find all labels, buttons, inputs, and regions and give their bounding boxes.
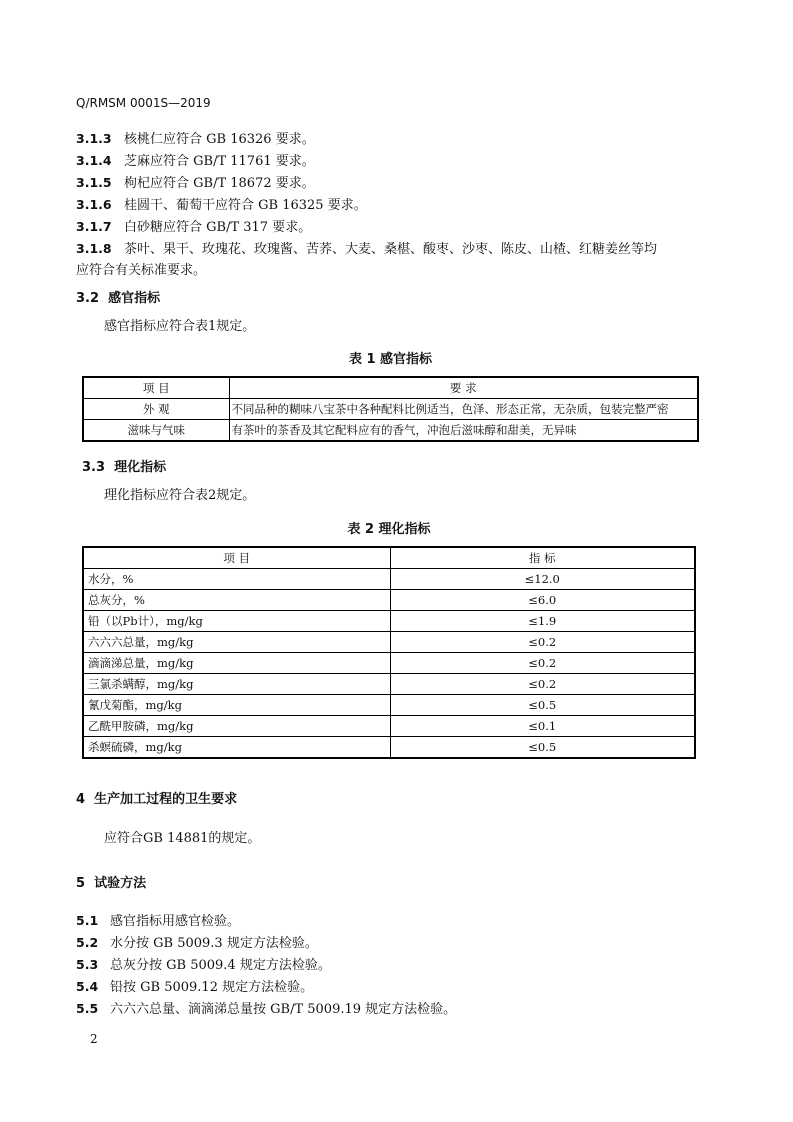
section-heading-3-3	[82, 456, 166, 475]
table-cell: ≤0.2	[390, 653, 695, 674]
table-row	[83, 695, 695, 716]
table-cell: 水分，%	[83, 569, 390, 590]
section-number: 3.2	[76, 291, 100, 306]
table-cell: ≤0.2	[390, 632, 695, 653]
clause-text: 芝麻应符合 GB/T 11761 要求。	[124, 154, 315, 169]
clause-number: 5.5	[76, 1001, 99, 1016]
clause-text: 白砂糖应符合 GB/T 317 要求。	[124, 220, 312, 235]
clause-item	[76, 954, 456, 976]
table-header-cell: 指 标	[390, 547, 695, 569]
table-cell: 氰戊菊酯，mg/kg	[83, 695, 390, 716]
section-paragraph: 应符合GB 14881的规定。	[104, 831, 261, 846]
clause-number: 3.1.8	[76, 241, 112, 256]
table-row	[83, 632, 695, 653]
clause-text: 核桃仁应符合 GB 16326 要求。	[124, 132, 315, 147]
clause-list-5	[76, 910, 456, 1020]
clause-number: 3.1.3	[76, 131, 112, 146]
clause-number: 3.1.7	[76, 219, 112, 234]
table-cell: 杀螟硫磷，mg/kg	[83, 737, 390, 759]
clause-text: 铅按 GB 5009.12 规定方法检验。	[110, 980, 314, 995]
clause-text: 桂圆干、葡萄干应符合 GB 16325 要求。	[124, 198, 367, 213]
document-code: Q/RMSM 0001S—2019	[76, 96, 211, 110]
clause-text: 六六六总量、滴滴涕总量按 GB/T 5009.19 规定方法检验。	[110, 1002, 457, 1017]
table-row	[83, 716, 695, 737]
clause-item	[76, 976, 456, 998]
clause-item	[76, 150, 657, 172]
section-title: 试验方法	[94, 876, 147, 891]
table-header-cell: 要 求	[229, 377, 698, 399]
table-row	[83, 737, 695, 759]
table-header-row	[83, 547, 695, 569]
clause-number: 3.1.5	[76, 175, 112, 190]
section-title: 感官指标	[108, 291, 161, 306]
table-cell: ≤12.0	[390, 569, 695, 590]
clause-continuation: 应符合有关标准要求。	[76, 263, 207, 278]
table-cell: 滴滴涕总量，mg/kg	[83, 653, 390, 674]
table2-caption: 表 2 理化指标	[347, 522, 431, 537]
section-title: 生产加工过程的卫生要求	[94, 792, 238, 807]
table-cell: 三氯杀螨醇，mg/kg	[83, 674, 390, 695]
clause-item	[76, 194, 657, 216]
section-paragraph: 感官指标应符合表1规定。	[104, 319, 256, 334]
section-number: 3.3	[82, 460, 106, 475]
table-header-row	[83, 377, 698, 399]
clause-text: 茶叶、果干、玫瑰花、玫瑰酱、苦荞、大麦、桑椹、酸枣、沙枣、陈皮、山楂、红糖姜丝等均	[124, 242, 658, 257]
section-paragraph: 理化指标应符合表2规定。	[104, 488, 256, 503]
table-header-cell: 项 目	[83, 377, 229, 399]
table-row	[83, 590, 695, 611]
clause-text: 水分按 GB 5009.3 规定方法检验。	[110, 936, 318, 951]
table-row	[83, 653, 695, 674]
table-cell: ≤0.5	[390, 737, 695, 759]
table1-caption: 表 1 感官指标	[348, 352, 433, 367]
clause-item	[76, 238, 657, 260]
clause-number: 5.4	[76, 979, 99, 994]
clause-item	[76, 932, 456, 954]
table-cell: ≤0.2	[390, 674, 695, 695]
clause-number: 5.1	[76, 913, 99, 928]
table-cell: 总灰分，%	[83, 590, 390, 611]
section-number: 4	[76, 792, 86, 807]
table-cell: 铅（以Pb计），mg/kg	[83, 611, 390, 632]
clause-item	[76, 128, 657, 150]
clause-item	[76, 910, 456, 932]
table-cell: 滋味与气味	[83, 420, 229, 442]
clause-item	[76, 172, 657, 194]
physicochemical-table	[82, 546, 696, 759]
table-cell: 乙酰甲胺磷，mg/kg	[83, 716, 390, 737]
clause-item	[76, 216, 657, 238]
table-cell: ≤1.9	[390, 611, 695, 632]
table-cell: 有茶叶的茶香及其它配料应有的香气，冲泡后滋味醇和甜美，无异味	[229, 420, 698, 442]
section-title: 理化指标	[114, 460, 167, 475]
table-cell: ≤0.5	[390, 695, 695, 716]
clause-item	[76, 998, 456, 1020]
table-cell: 不同品种的糊味八宝茶中各种配料比例适当，色泽、形态正常，无杂质，包装完整严密	[229, 399, 698, 420]
clause-number: 3.1.4	[76, 153, 112, 168]
table-header-cell: 项 目	[83, 547, 390, 569]
table-row	[83, 399, 698, 420]
table-cell: ≤0.1	[390, 716, 695, 737]
table-row	[83, 674, 695, 695]
page-number: 2	[90, 1032, 98, 1046]
table-cell: 六六六总量，mg/kg	[83, 632, 390, 653]
table-cell: ≤6.0	[390, 590, 695, 611]
clause-text: 总灰分按 GB 5009.4 规定方法检验。	[110, 958, 331, 973]
clause-number: 5.3	[76, 957, 99, 972]
clause-text: 感官指标用感官检验。	[110, 914, 241, 929]
table-row	[83, 569, 695, 590]
clause-list-3-1	[76, 128, 657, 281]
section-number: 5	[76, 876, 86, 891]
section-heading-3-2	[76, 287, 160, 306]
sensory-table	[82, 376, 699, 442]
clause-number: 5.2	[76, 935, 99, 950]
clause-text: 枸杞应符合 GB/T 18672 要求。	[124, 176, 315, 191]
table-row	[83, 420, 698, 442]
section-heading-5	[76, 872, 146, 891]
clause-number: 3.1.6	[76, 197, 112, 212]
table-cell: 外 观	[83, 399, 229, 420]
section-heading-4	[76, 788, 237, 807]
table-row	[83, 611, 695, 632]
